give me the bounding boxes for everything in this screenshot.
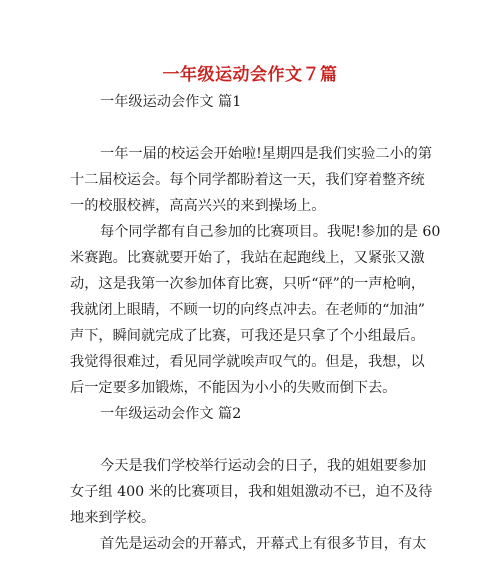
paragraph-line: 一年一届的校运会开始啦!星期四是我们实验二小的第: [100, 146, 433, 162]
paragraph-line: 每个同学都有自己参加的比赛项目。我呢!参加的是 60: [100, 224, 440, 240]
paragraph-line: 声下，瞬间就完成了比赛，可我还是只拿了个小组最后。: [70, 328, 425, 344]
paragraph-line: 今天是我们学校举行运动会的日子，我的姐姐要参加: [100, 458, 427, 474]
paragraph-line: 十二届校运会。每个同学都盼着这一天，我们穿着整齐统: [70, 172, 425, 188]
paragraph-line: 米赛跑。比赛就要开始了，我站在起跑线上，又紧张又激: [70, 250, 425, 266]
section-2-heading: 一年级运动会作文 篇2: [100, 406, 242, 422]
document-title: 一年级运动会作文７篇: [162, 65, 338, 85]
paragraph-line: 女子组 400 米的比赛项目，我和姐姐激动不已，迫不及待: [70, 484, 433, 500]
paragraph-line: 我就闭上眼睛，不顾一切的向终点冲去。在老师的“加油”: [70, 302, 426, 318]
section-1-heading: 一年级运动会作文 篇1: [100, 94, 242, 110]
paragraph-line: 一的校服校裤，高高兴兴的来到操场上。: [70, 198, 326, 214]
paragraph-line: 地来到学校。: [70, 510, 156, 526]
paragraph-line: 首先是运动会的开幕式，开幕式上有很多节目，有太: [100, 536, 427, 552]
paragraph-line: 动，这是我第一次参加体育比赛，只听“砰”的一声枪响，: [70, 276, 426, 292]
paragraph-line: 我觉得很难过，看见同学就唉声叹气的。但是，我想，以: [70, 354, 425, 370]
paragraph-line: 后一定要多加锻炼，不能因为小小的失败而倒下去。: [70, 380, 397, 396]
